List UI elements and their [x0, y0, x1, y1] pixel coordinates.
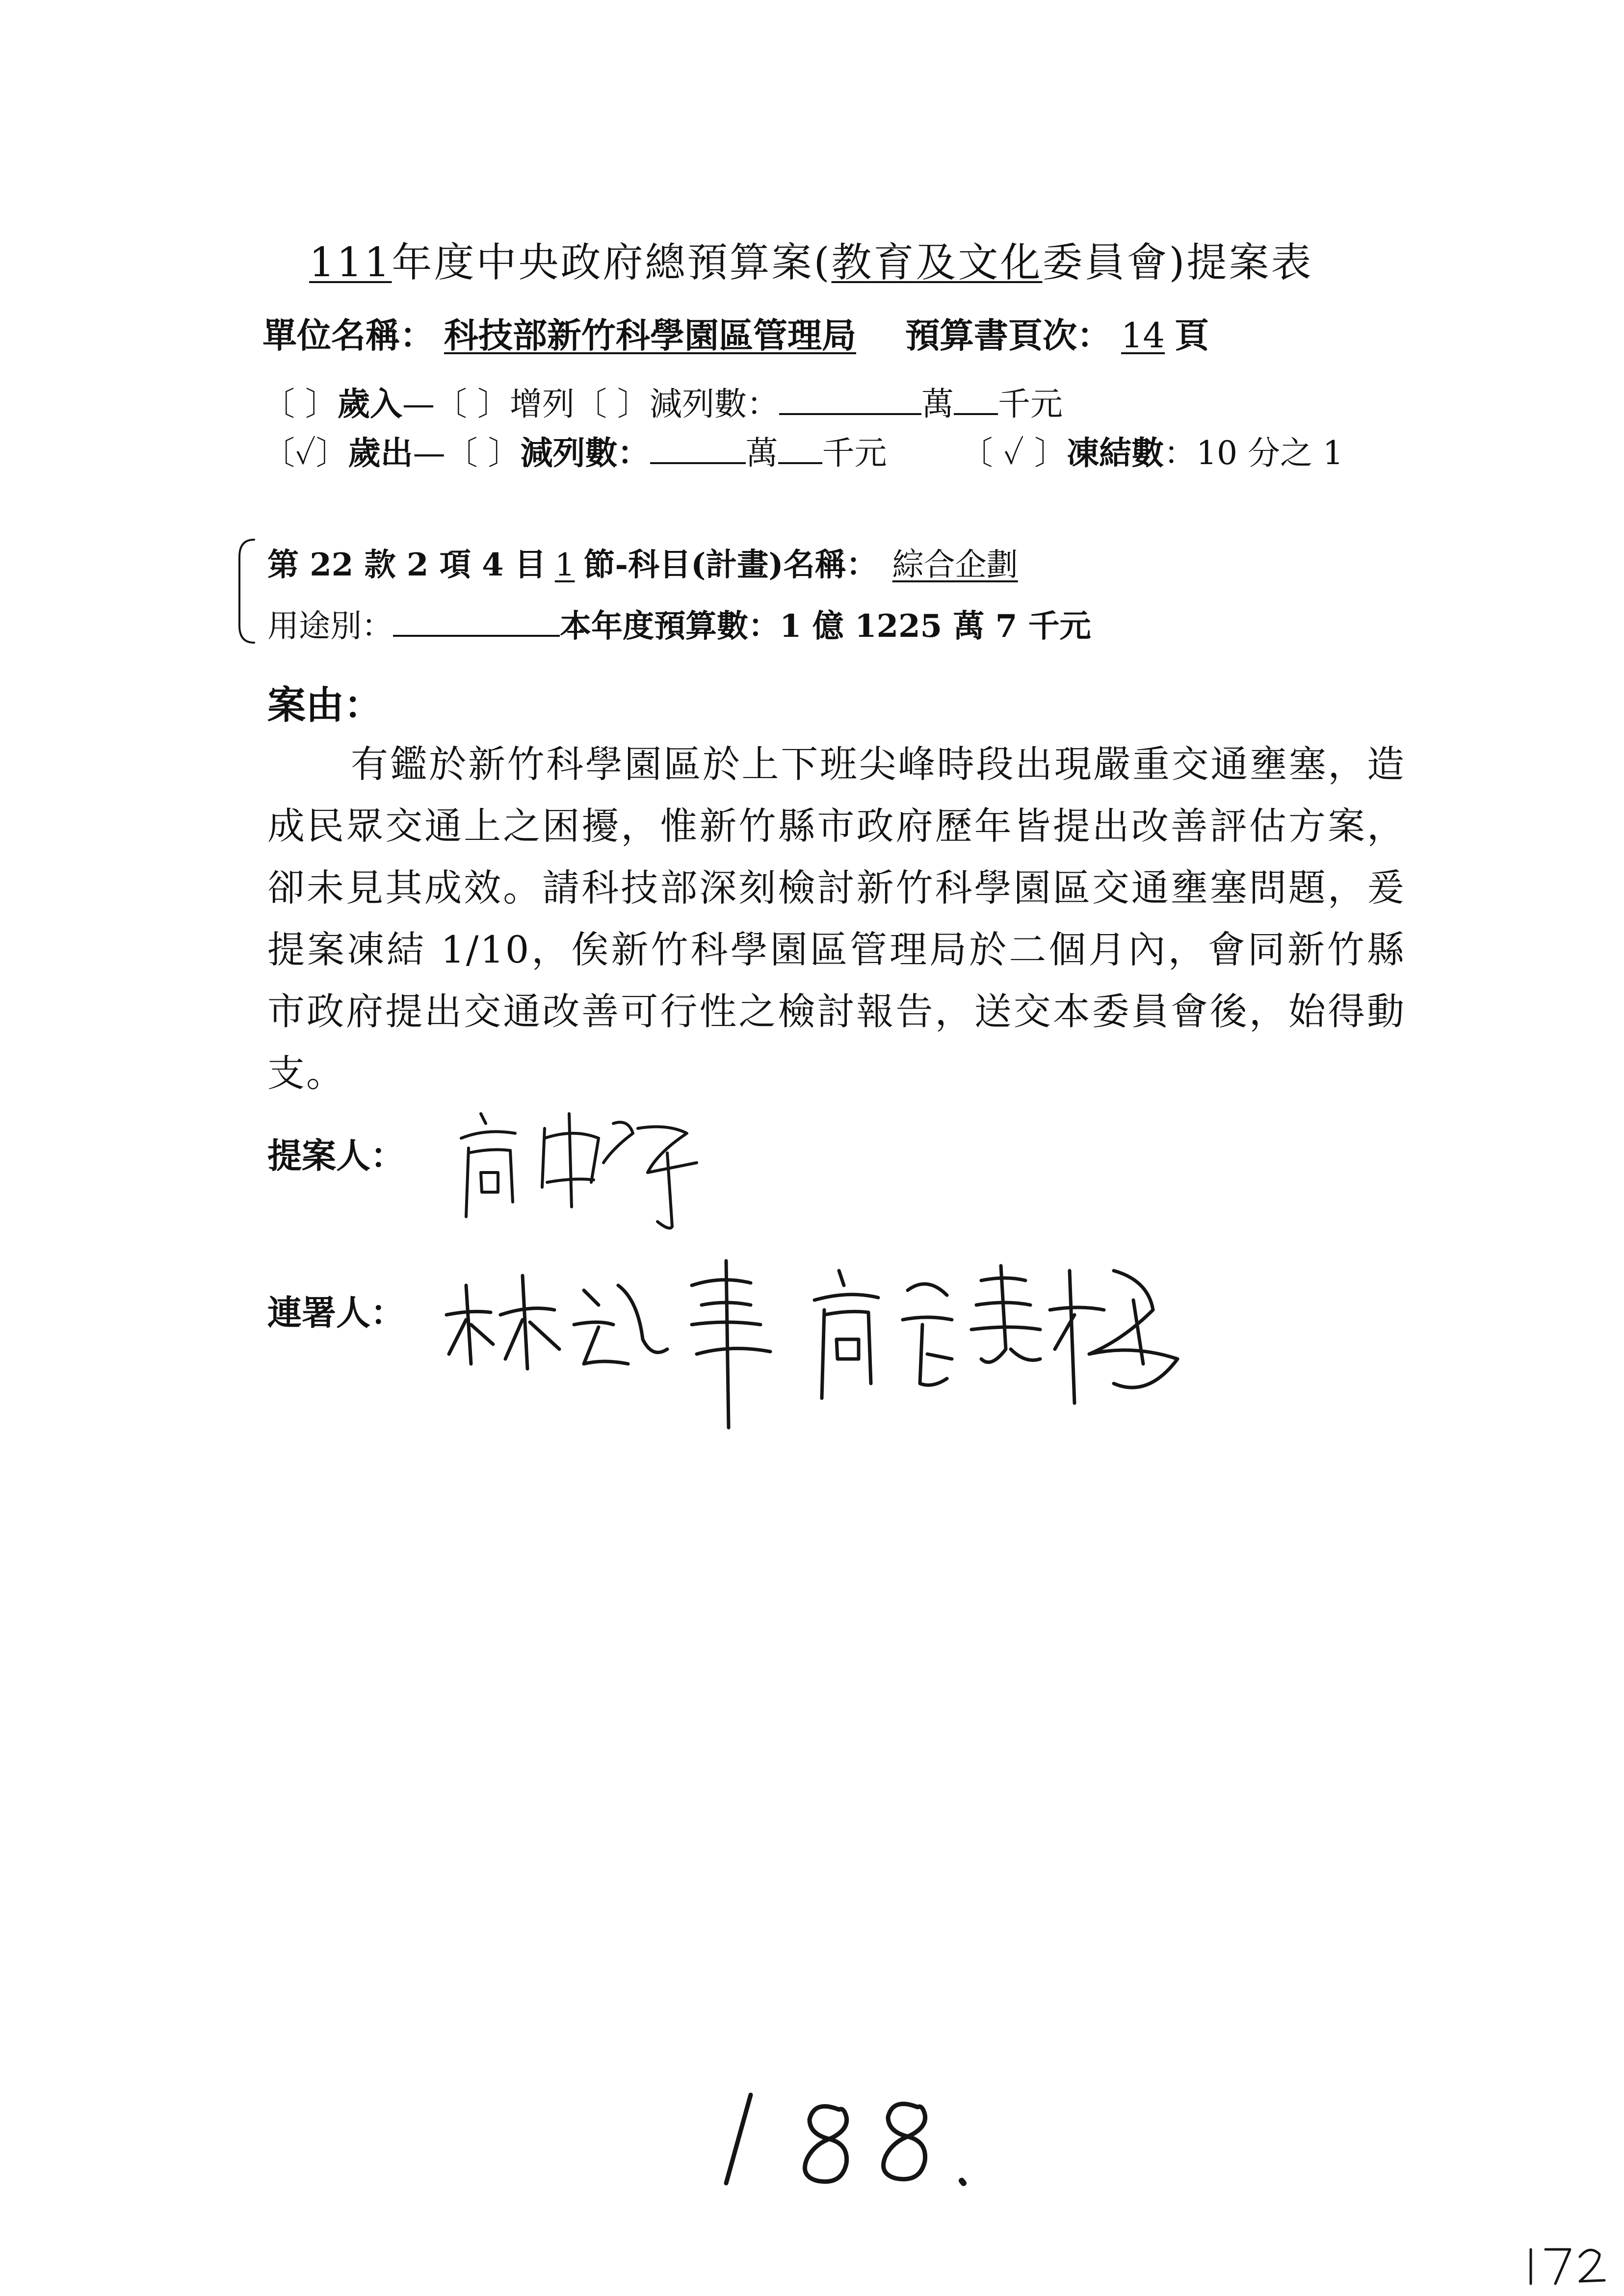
- expense-dash: —: [413, 434, 445, 472]
- revenue-label: 歲入: [337, 385, 402, 423]
- revenue-checkbox[interactable]: 〔 〕: [262, 385, 338, 423]
- title-committee: 教育及文化: [831, 239, 1043, 286]
- revenue-increase-label: 增列: [509, 385, 575, 423]
- expense-amount-blank[interactable]: [650, 430, 746, 464]
- subject-name: 綜合企劃: [892, 547, 1018, 583]
- expense-decrease-checkbox[interactable]: 〔 〕: [445, 434, 521, 472]
- revenue-dash: —: [402, 385, 435, 423]
- section-suffix: 節-: [583, 547, 629, 583]
- revenue-wan: 萬: [921, 385, 954, 423]
- freeze-checkbox[interactable]: 〔 ✓ 〕: [960, 434, 1067, 472]
- revenue-decrease-checkbox[interactable]: 〔 〕: [574, 385, 650, 423]
- unit-line: [262, 308, 1209, 358]
- revenue-line: [262, 378, 1063, 424]
- page-suffix: 頁: [1175, 315, 1209, 356]
- expense-qianyuan: 千元: [822, 434, 887, 472]
- expense-thousand-blank[interactable]: [778, 430, 822, 464]
- reason-label: 案由：: [267, 683, 383, 728]
- revenue-increase-checkbox[interactable]: 〔 〕: [434, 385, 510, 423]
- expense-label: 歲出: [348, 434, 413, 472]
- budget-value: 1 億 1225 萬 7 千元: [780, 608, 1091, 645]
- unit-label: 單位名稱：: [262, 315, 434, 356]
- reason-body: 有鑑於新竹科學園區於上下班尖峰時段出現嚴重交通壅塞，造成民眾交通上之困擾，惟新竹縣市政府歷年皆提出改善評估方案，卻未見其成效。請科技部深刻檢討新竹科學園區交通壅塞問題，爰提案凍結 1/10，俟新竹科學園區管理局於二個月內，會同新竹縣市政府提出交通改善可行性之檢討報告，送交本委員會後，始得動支。: [267, 742, 1406, 1095]
- item-prefix: 第 22 款 2 項 4 目: [267, 547, 546, 583]
- corner-page-number: [1521, 2242, 1609, 2286]
- expense-line: [262, 427, 1343, 473]
- usage-line: [267, 601, 1091, 646]
- expense-checkbox[interactable]: 〔✓〕: [262, 434, 348, 472]
- cosigner-label: 連署人：: [267, 1292, 405, 1333]
- item-bracket: [235, 537, 257, 645]
- item-line: [267, 540, 1033, 585]
- revenue-amount-blank[interactable]: [779, 381, 921, 415]
- freeze-label: 凍結數: [1067, 434, 1164, 472]
- expense-wan: 萬: [745, 434, 778, 472]
- title-text-before: 年度中央政府總預算案(: [392, 239, 832, 286]
- budget-label: 本年度預算數：: [560, 608, 780, 645]
- freeze-value: ：10 分之 1: [1164, 434, 1344, 472]
- revenue-qianyuan: 千元: [997, 385, 1063, 423]
- title-text-after: 委員會)提案表: [1042, 239, 1313, 286]
- revenue-decrease-label: 減列數：: [649, 385, 779, 423]
- proposer-signature: [451, 1094, 726, 1236]
- handwritten-page-number: [707, 2080, 1011, 2198]
- expense-decrease-label: 減列數：: [520, 434, 650, 472]
- revenue-thousand-blank[interactable]: [954, 381, 998, 415]
- page-label: 預算書頁次：: [905, 315, 1111, 356]
- unit-name: 科技部新竹科學園區管理局: [444, 315, 856, 356]
- subject-prefix: 科目(計畫)名稱：: [628, 547, 878, 583]
- title-year: 111: [309, 239, 392, 286]
- form-title: [309, 231, 1313, 288]
- cosigner-signatures: [437, 1241, 1202, 1437]
- page-value: 14: [1121, 315, 1165, 356]
- proposer-label: 提案人：: [267, 1135, 405, 1176]
- usage-label: 用途別：: [267, 608, 393, 645]
- usage-blank[interactable]: [393, 603, 560, 637]
- section-value: 1: [554, 547, 575, 583]
